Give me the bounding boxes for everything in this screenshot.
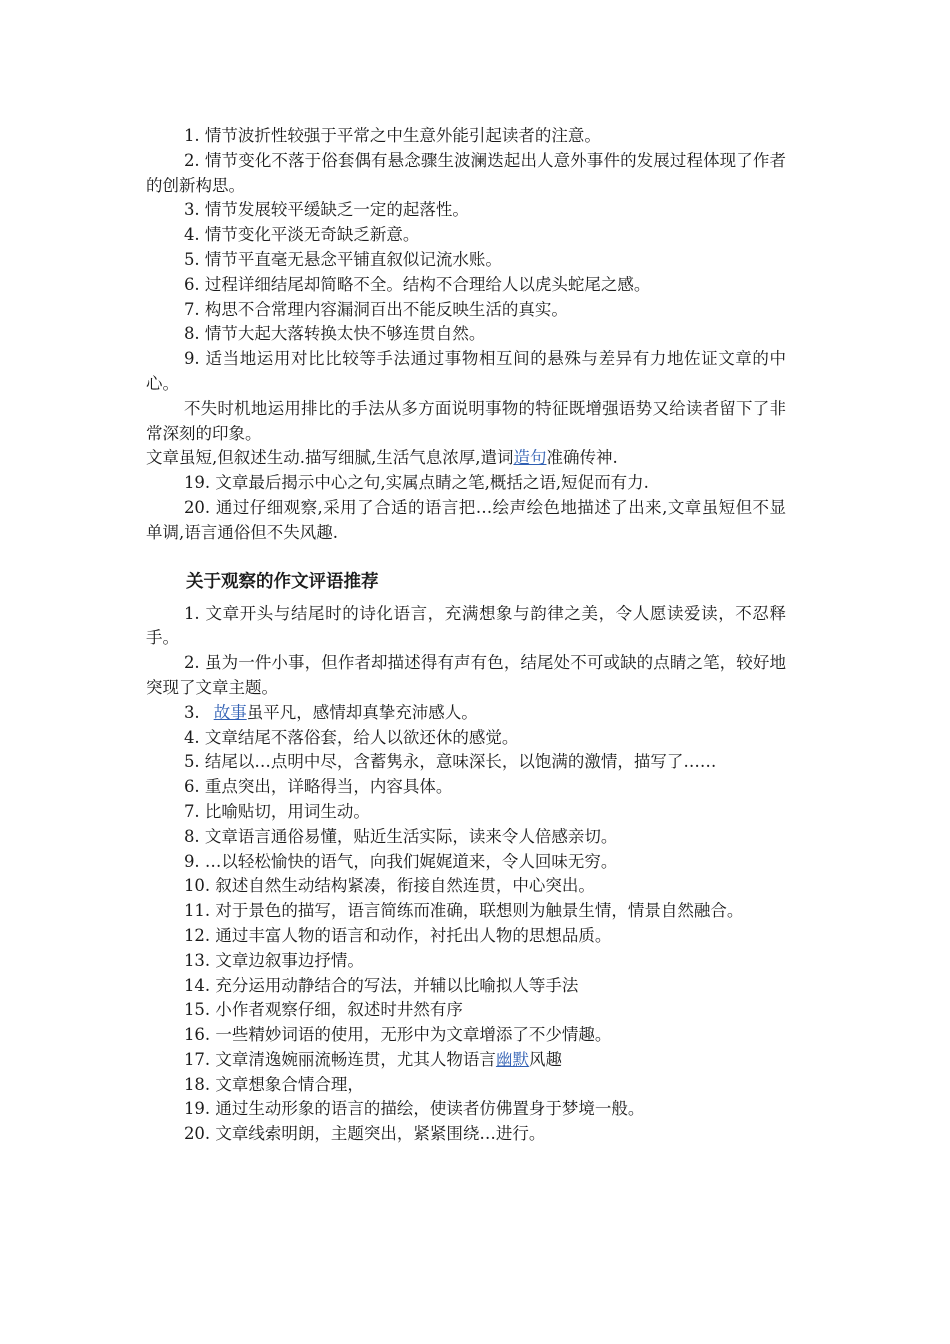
section-gap [146, 546, 786, 562]
list-item: 16. 一些精妙词语的使用，无形中为文章增添了不少情趣。 [183, 1025, 612, 1045]
list-item: 18. 文章想象合情合理， [183, 1074, 364, 1094]
list-item: 15. 小作者观察仔细，叙述时井然有序 [183, 1000, 463, 1020]
list-item: 1. 文章开头与结尾时的诗化语言，充满想象与韵律之美，令人愿读爱读，不忍释手。 [146, 603, 786, 648]
list-item: 12. 通过丰富人物的语言和动作，衬托出人物的思想品质。 [183, 925, 612, 945]
text-segment: 17. 文章清逸婉丽流畅连贯，尤其人物语言 [183, 1049, 496, 1069]
list-item: 11. 对于景色的描写，语言简练而准确，联想则为触景生情，情景自然融合。 [183, 901, 744, 921]
list-item: 8. 文章语言通俗易懂，贴近生活实际，读来令人倍感亲切。 [183, 826, 618, 846]
item-number: 3. [183, 702, 200, 722]
text-segment: 虽平凡，感情却真挚充沛感人。 [246, 702, 478, 722]
list-item: 不失时机地运用排比的手法从多方面说明事物的特征既增强语势又给读者留下了非常深刻的印象。 [146, 398, 786, 443]
list-item: 10. 叙述自然生动结构紧凑，衔接自然连贯，中心突出。 [183, 876, 595, 896]
text-segment: 文章虽短,但叙述生动.描写细腻,生活气息浓厚,遣词 [146, 448, 514, 468]
document-body [146, 124, 786, 1147]
section-heading: 关于观察的作文评语推荐 [186, 571, 379, 592]
text-segment: 风趣 [528, 1049, 562, 1069]
link-zaoju[interactable]: 造句 [513, 448, 547, 468]
list-item: 13. 文章边叙事边抒情。 [183, 950, 364, 970]
list-item: 4. 情节变化平淡无奇缺乏新意。 [183, 225, 420, 245]
list-item: 7. 构思不合常理内容漏洞百出不能反映生活的真实。 [183, 299, 568, 319]
list-item [146, 701, 786, 726]
list-item: 6. 重点突出，详略得当，内容具体。 [183, 777, 453, 797]
list-item: 14. 充分运用动静结合的写法，并辅以比喻拟人等手法 [183, 975, 579, 995]
list-item: 2. 情节变化不落于俗套偶有悬念骤生波澜迭起出人意外事件的发展过程体现了作者的创新构思。 [146, 150, 786, 195]
list-item: 2. 虽为一件小事，但作者却描述得有声有色，结尾处不可或缺的点睛之笔，较好地突现了文章主题。 [146, 653, 786, 697]
list-item: 3. 情节发展较平缓缺乏一定的起落性。 [183, 200, 469, 220]
list-item: 20. 文章线索明朗，主题突出，紧紧围绕…进行。 [183, 1124, 546, 1144]
list-item: 5. 情节平直毫无悬念平铺直叙似记流水账。 [183, 249, 502, 269]
flush-paragraph [146, 446, 786, 471]
list-item: 19. 文章最后揭示中心之句,实属点睛之笔,概括之语,短促而有力. [183, 473, 649, 493]
list-item: 19. 通过生动形象的语言的描绘，使读者仿佛置身于梦境一般。 [183, 1099, 645, 1119]
list-item: 4. 文章结尾不落俗套，给人以欲还休的感觉。 [183, 727, 519, 747]
text-segment: 准确传神. [546, 448, 618, 468]
list-item: 5. 结尾以…点明中尽，含蓄隽永，意味深长，以饱满的激情，描写了…… [183, 752, 717, 772]
list-item: 9. 适当地运用对比比较等手法通过事物相互间的悬殊与差异有力地佐证文章的中心。 [146, 349, 786, 393]
list-item: 1. 情节波折性较强于平常之中生意外能引起读者的注意。 [183, 126, 601, 145]
list-item: 7. 比喻贴切，用词生动。 [183, 801, 370, 821]
list-item: 9. …以轻松愉快的语气，向我们娓娓道来，令人回味无穷。 [183, 851, 618, 871]
list-item: 8. 情节大起大落转换太快不够连贯自然。 [183, 324, 486, 344]
link-youmo[interactable]: 幽默 [495, 1049, 529, 1069]
list-item: 20. 通过仔细观察,采用了合适的语言把…绘声绘色地描述了出来,文章虽短但不显单调,语言通俗但不失风趣. [146, 497, 786, 542]
link-gushi[interactable]: 故事 [213, 702, 247, 722]
list-item: 6. 过程详细结尾却简略不全。结构不合理给人以虎头蛇尾之感。 [183, 274, 651, 294]
list-item [146, 1048, 786, 1073]
